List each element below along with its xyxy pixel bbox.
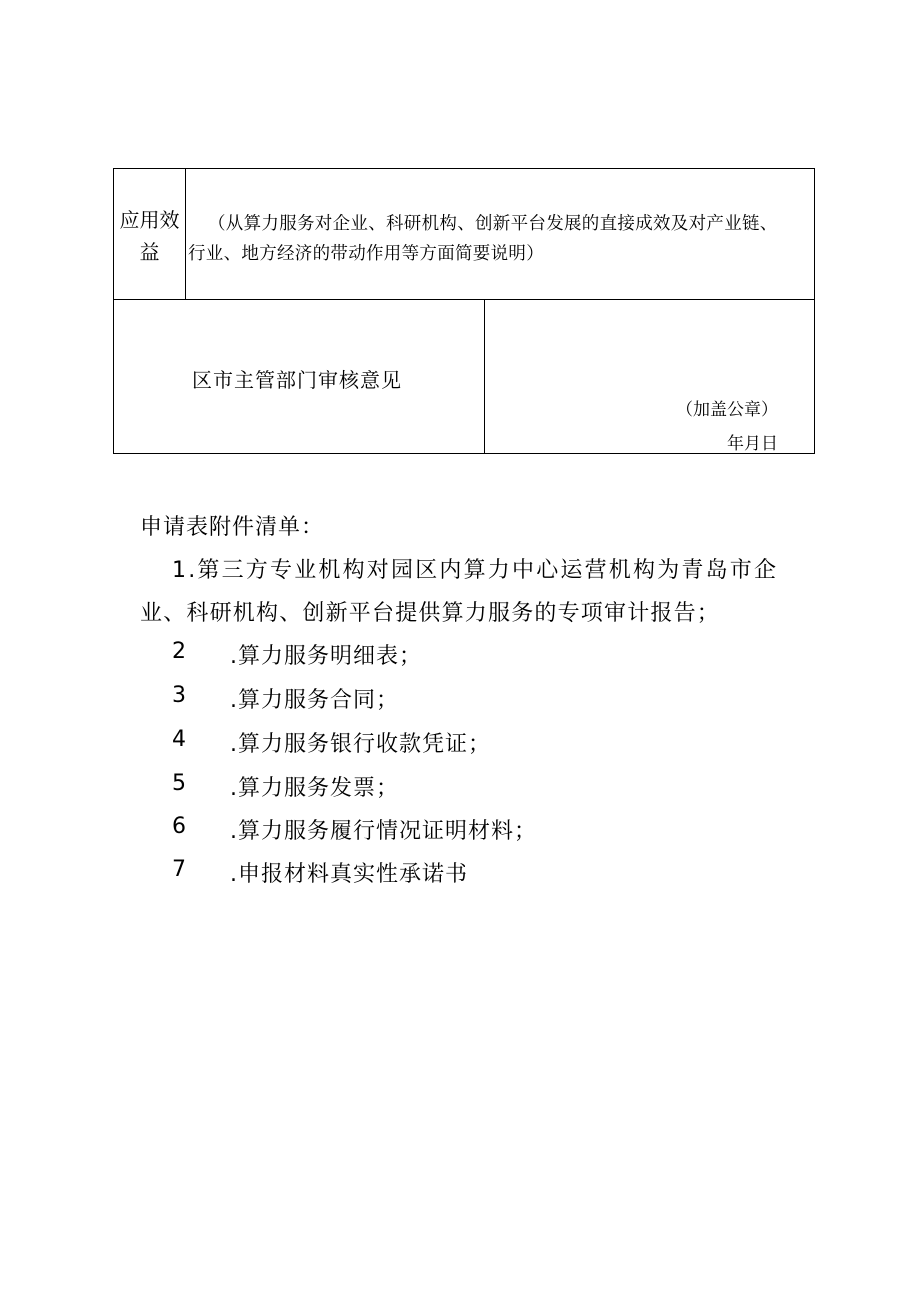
attachment-item-text: .算力服务明细表；: [230, 644, 422, 669]
attachment-item-number: 6: [172, 814, 186, 839]
application-effect-hint-line1: （从算力服务对企业、科研机构、创新平台发展的直接成效及对产业链、: [208, 214, 778, 234]
application-effect-label-line2: 益: [139, 240, 160, 264]
attachment-item-number: 2: [172, 639, 186, 664]
attachment-item-text: .算力服务银行收款凭证；: [230, 732, 491, 757]
attachment-item-number: 4: [172, 727, 186, 752]
date-note: 年月日: [727, 434, 778, 454]
attachment-item-text: .算力服务合同；: [230, 688, 399, 713]
application-effect-label-line1: 应用效: [119, 208, 180, 232]
application-form-table: [113, 168, 815, 454]
attachment-item-number: 7: [172, 857, 186, 882]
attachment-item-number: 5: [172, 771, 186, 796]
attachment-item-1-line2: 业、科研机构、创新平台提供算力服务的专项审计报告；: [140, 601, 721, 626]
review-opinion-label-cell: [114, 300, 485, 453]
review-opinion-label: 区市主管部门审核意见: [192, 368, 402, 392]
application-effect-field[interactable]: [186, 209, 814, 269]
attachment-item-number: 3: [172, 683, 186, 708]
application-effect-hint-line2: 行业、地方经济的带动作用等方面简要说明）: [188, 244, 544, 264]
attachment-item-text: .申报材料真实性承诺书: [230, 862, 468, 887]
review-opinion-row: [114, 300, 814, 453]
application-effect-label: [114, 169, 186, 299]
attachment-list-title: 申请表附件清单：: [140, 515, 325, 540]
attachment-item-text: .算力服务履行情况证明材料；: [230, 819, 537, 844]
attachment-item-text: .算力服务发票；: [230, 776, 399, 801]
application-effect-row: [114, 169, 814, 300]
attachment-item-1-line1: 1.第三方专业机构对园区内算力中心运营机构为青岛市企: [172, 558, 779, 583]
seal-note: （加盖公章）: [676, 400, 778, 420]
